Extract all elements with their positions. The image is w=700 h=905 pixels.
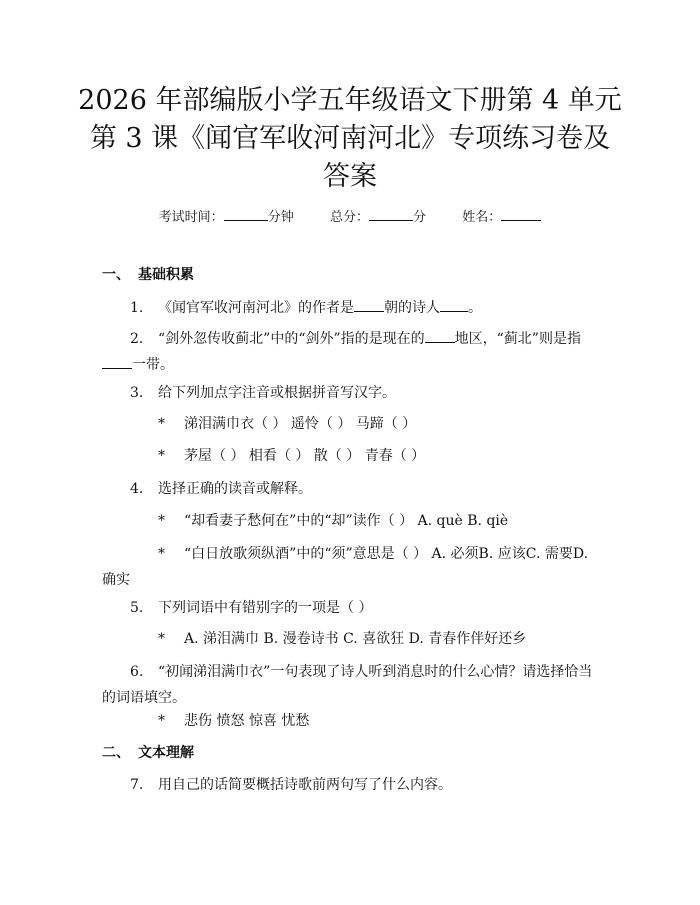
question-text: 朝的诗人 [384, 300, 440, 316]
question-2 [102, 326, 600, 378]
question-number: 7. [130, 777, 144, 793]
list-item [102, 443, 600, 469]
question-1 [102, 295, 600, 321]
question-text: 地区，“蓟北”则是指 [454, 331, 581, 347]
answer-blank [354, 299, 384, 312]
question-number: 4. [130, 481, 144, 497]
question-text: 下列词语中有错别字的一项是（ ） [158, 600, 373, 616]
score-blank [369, 208, 413, 221]
score-label: 总分： [329, 210, 369, 225]
bullet: * [158, 513, 165, 529]
question-6 [102, 659, 600, 711]
list-item-text: “白日放歌须纵酒”中的“须”意思是（ ） A. 必须B. 应该C. 需要D. 确实 [102, 546, 589, 588]
list-item-text: 茅屋（ ） 相看（ ） 散（ ） 青春（ ） [184, 448, 426, 464]
question-4 [102, 476, 600, 502]
title-line-2: 第 3 课《闻官军收河南河北》专项练习卷及 [89, 123, 611, 154]
answer-blank [425, 330, 455, 343]
list-item-text: 悲伤 愤怒 惊喜 忧愁 [184, 713, 310, 729]
bullet: * [158, 713, 165, 729]
section-title: 文本理解 [138, 745, 194, 761]
exam-meta-line [0, 206, 700, 225]
document-title [40, 82, 660, 196]
question-text: 给下列加点字注音或根据拼音写汉字。 [158, 385, 396, 401]
question-number: 5. [130, 600, 144, 616]
list-item [102, 508, 600, 534]
section-number: 一、 [102, 267, 130, 283]
list-item [102, 541, 600, 593]
name-blank [501, 208, 541, 221]
question-text: 《闻官军收河南河北》的作者是 [158, 300, 354, 316]
bullet: * [158, 416, 165, 432]
question-number: 3. [130, 385, 144, 401]
question-text: 选择正确的读音或解释。 [158, 481, 312, 497]
question-5 [102, 595, 600, 621]
answer-blank [440, 299, 468, 312]
question-text: “初闻涕泪满巾衣”一句表现了诗人听到消息时的什么心情？请选择恰当的词语填空。 [102, 664, 593, 706]
list-item [102, 626, 600, 652]
bullet: * [158, 546, 165, 562]
time-blank [224, 208, 268, 221]
question-7 [102, 772, 600, 798]
title-line-1: 2026 年部编版小学五年级语文下册第 4 单元 [78, 85, 622, 116]
question-text: 一带。 [132, 357, 174, 373]
question-number: 6. [130, 664, 144, 680]
section-heading [102, 742, 194, 762]
name-label: 姓名： [462, 210, 502, 225]
score-unit: 分 [413, 210, 427, 225]
question-text: 用自己的话简要概括诗歌前两句写了什么内容。 [158, 777, 452, 793]
list-item [102, 411, 600, 437]
list-item-text: 涕泪满巾衣（ ） 遥怜（ ） 马蹄（ ） [184, 416, 417, 432]
list-item-text: “却看妻子愁何在”中的“却”读作（ ） A. què B. qiè [184, 513, 509, 529]
answer-blank [102, 356, 132, 369]
section-heading [102, 264, 194, 284]
list-item [102, 708, 600, 734]
question-number: 1. [130, 300, 144, 316]
list-item-text: A. 涕泪满巾 B. 漫卷诗书 C. 喜欲狂 D. 青春作伴好还乡 [184, 631, 527, 647]
question-number: 2. [130, 331, 144, 347]
question-text: 。 [468, 300, 482, 316]
title-line-3: 答案 [323, 161, 377, 192]
question-text: “剑外忽传收蓟北”中的“剑外”指的是现在的 [158, 331, 425, 347]
question-3 [102, 380, 600, 406]
section-title: 基础积累 [138, 267, 194, 283]
bullet: * [158, 448, 165, 464]
section-number: 二、 [102, 745, 130, 761]
time-unit: 分钟 [267, 210, 294, 225]
bullet: * [158, 631, 165, 647]
time-label: 考试时间： [158, 210, 224, 225]
